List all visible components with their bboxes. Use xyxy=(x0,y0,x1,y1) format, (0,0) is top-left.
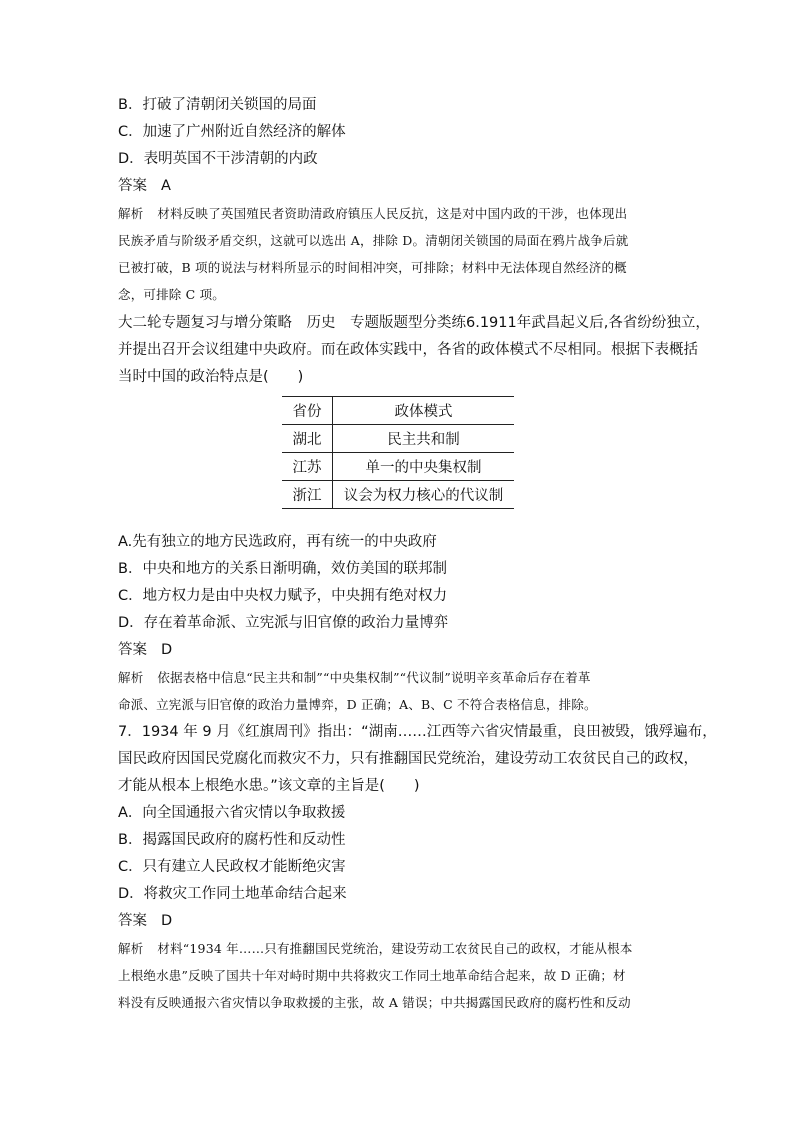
q7-stem-line: 国民政府因国民党腐化而救灾不力，只有推翻国民党统治，建设劳动工农贫民自己的政权， xyxy=(118,751,698,767)
q6-prev-answer xyxy=(118,176,171,196)
q6-prev-explanation-line: 解析 材料反映了英国殖民者资助清政府镇压人民反抗，这是对中国内政的干涉，也体现出 xyxy=(118,206,628,221)
explanation-label: 解析 xyxy=(118,670,144,685)
answer-label: 答案 xyxy=(118,913,147,929)
q7-stem-line: 才能从根本上根绝水患。”该文章的主旨是( ) xyxy=(118,778,420,794)
table-cell: 浙江 xyxy=(282,481,333,509)
q7-option-a: A．向全国通报六省灾情以争取救援 xyxy=(118,805,346,821)
q6-option-d: D．存在着革命派、立宪派与旧官僚的政治力量博弈 xyxy=(118,615,449,631)
q6-option-c: C．地方权力是由中央权力赋予，中央拥有绝对权力 xyxy=(118,588,448,604)
q6-stem-line: 当时中国的政治特点是( ) xyxy=(118,369,304,385)
table-cell: 单一的中央集权制 xyxy=(333,453,515,481)
q6-prev-explanation-line: 已被打破，B 项的说法与材料所显示的时间相冲突，可排除；材料中无法体现自然经济的概 xyxy=(118,260,627,275)
table-cell: 湖北 xyxy=(282,425,333,453)
q6-stem-line: 并提出召开会议组建中央政府。而在政体实践中，各省的政体模式不尽相同。根据下表概括 xyxy=(118,342,698,358)
q6-prev-explanation-line: 民族矛盾与阶级矛盾交织，这就可以选出 A，排除 D。清朝闭关锁国的局面在鸦片战争后就 xyxy=(118,233,629,248)
q7-answer xyxy=(118,911,172,931)
q7-option-d: D．将救灾工作同土地革命结合起来 xyxy=(118,886,347,902)
q6-answer xyxy=(118,640,172,660)
q7-explanation-line: 解析 材料“1934 年……只有推翻国民党统治，建设劳动工农贫民自己的政权，才能从根本 xyxy=(118,941,633,956)
table-cell: 议会为权力核心的代议制 xyxy=(333,481,515,509)
q7-stem-line: 7．1934 年 9 月《红旗周刊》指出：“湖南……江西等六省灾情最重，良田被毁，饿殍遍布， xyxy=(118,724,717,740)
q6-explanation-line: 命派、立宪派与旧官僚的政治力量博弈，D 正确；A、B、C 不符合表格信息，排除。 xyxy=(118,697,597,712)
q7-explanation-line: 上根绝水患”反映了国共十年对峙时期中共将救灾工作同土地革命结合起来，故 D 正确；材 xyxy=(118,968,626,983)
table-cell: 民主共和制 xyxy=(333,425,515,453)
table-cell: 江苏 xyxy=(282,453,333,481)
q6-prev-option-c: C．加速了广州附近自然经济的解体 xyxy=(118,124,346,140)
answer-label: 答案 xyxy=(118,178,147,194)
answer-value: A xyxy=(161,178,171,194)
explanation-label: 解析 xyxy=(118,941,144,956)
q6-prev-option-d: D．表明英国不干涉清朝的内政 xyxy=(118,151,318,167)
q6-stem-line: 大二轮专题复习与增分策略 历史 专题版题型分类练6.1911年武昌起义后,各省纷纷独立， xyxy=(118,315,710,331)
q6-prev-option-b: B．打破了清朝闭关锁国的局面 xyxy=(118,97,317,113)
q7-option-b: B．揭露国民政府的腐朽性和反动性 xyxy=(118,832,346,848)
q7-option-c: C．只有建立人民政权才能断绝灾害 xyxy=(118,859,346,875)
explanation-label: 解析 xyxy=(118,206,144,221)
answer-value: D xyxy=(161,642,173,658)
province-polity-table xyxy=(282,396,514,509)
table-row xyxy=(282,481,514,509)
table-row xyxy=(282,453,514,481)
q6-option-b: B．中央和地方的关系日渐明确，效仿美国的联邦制 xyxy=(118,561,447,577)
table-header-cell: 政体模式 xyxy=(333,397,515,425)
q6-explanation-line: 解析 依据表格中信息“民主共和制”“中央集权制”“代议制”说明辛亥革命后存在着革 xyxy=(118,670,591,685)
table-header-row xyxy=(282,397,514,425)
answer-label: 答案 xyxy=(118,642,147,658)
q6-option-a: A.先有独立的地方民选政府，再有统一的中央政府 xyxy=(118,534,437,550)
table-header-cell: 省份 xyxy=(282,397,333,425)
table-row xyxy=(282,425,514,453)
answer-value: D xyxy=(161,913,173,929)
q7-explanation-line: 料没有反映通报六省灾情以争取救援的主张，故 A 错误；中共揭露国民政府的腐朽性和反动 xyxy=(118,995,631,1010)
q6-prev-explanation-line: 念，可排除 C 项。 xyxy=(118,287,226,302)
